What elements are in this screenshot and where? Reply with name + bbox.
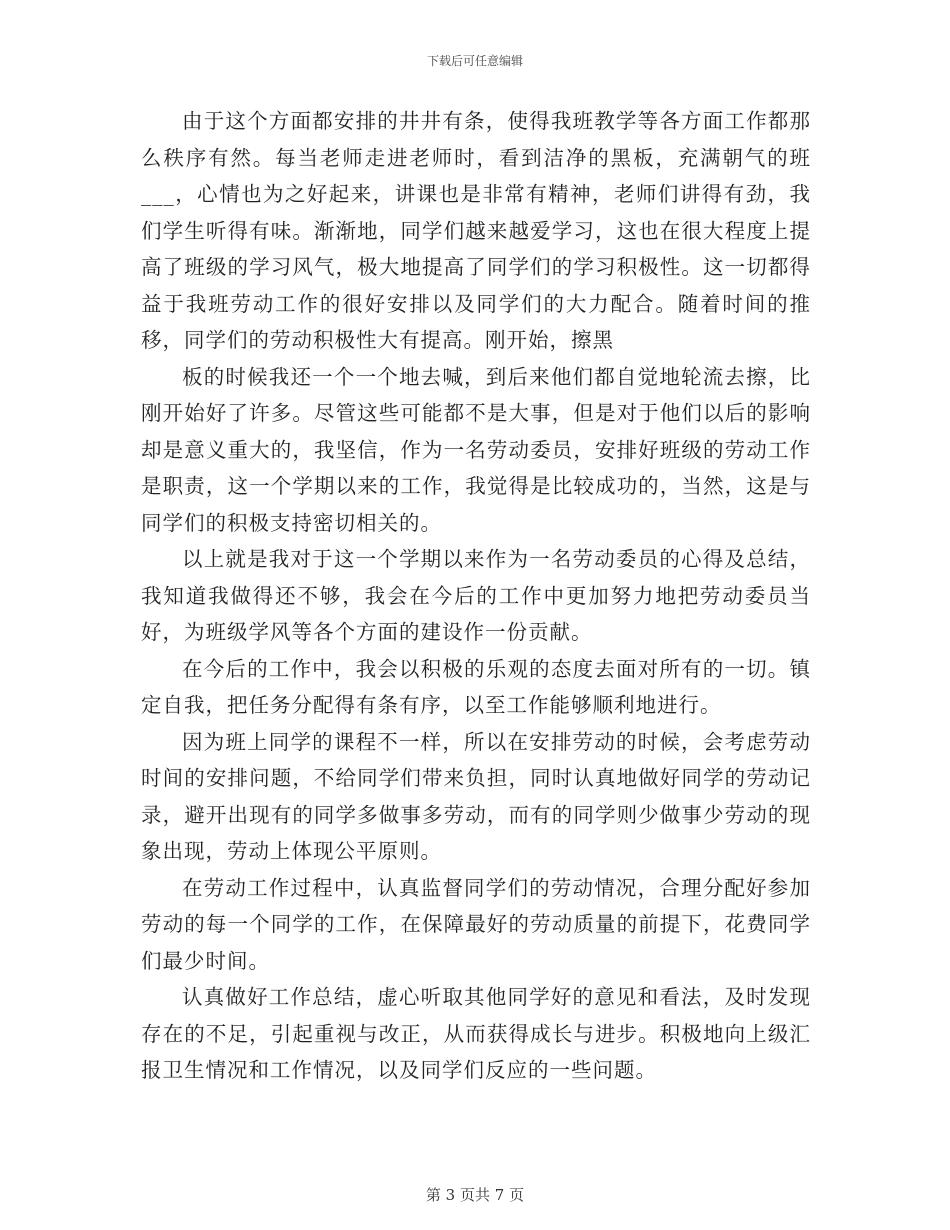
paragraph-2: 板的时候我还一个一个地去喊，到后来他们都自觉地轮流去擦，比刚开始好了许多。尽管这些可能都不是大事，但是对于他们以后的影响却是意义重大的，我坚信，作为一名劳动委员，安排好班级的劳动工作是职责，这一个学期以来的工作，我觉得是比较成功的，当然，这是与同学们的积极支持密切相关的。 [141, 364, 811, 535]
document-body [141, 103, 811, 1089]
paragraph-7: 认真做好工作总结，虚心听取其他同学好的意见和看法，及时发现存在的不足，引起重视与改正，从而获得成长与进步。积极地向上级汇报卫生情况和工作情况，以及同学们反应的一些问题。 [141, 985, 811, 1082]
page-number-footer: 第 3 页共 7 页 [425, 1186, 525, 1204]
paragraph-6: 在劳动工作过程中，认真监督同学们的劳动情况，合理分配好参加劳动的每一个同学的工作，在保障最好的劳动质量的前提下，花费同学们最少时间。 [141, 875, 811, 973]
page-header-note: 下载后可任意编辑 [426, 54, 523, 68]
paragraph-3: 以上就是我对于这一个学期以来作为一名劳动委员的心得及总结，我知道我做得还不够，我会在今后的工作中更加努力地把劳动委员当好，为班级学风等各个方面的建设作一份贡献。 [141, 547, 811, 644]
paragraph-5: 因为班上同学的课程不一样，所以在安排劳动的时候，会考虑劳动时间的安排问题，不给同学们带来负担，同时认真地做好同学的劳动记录，避开出现有的同学多做事多劳动，而有的同学则少做事少劳动的现象出现，劳动上体现公平原则。 [141, 729, 811, 863]
paragraph-4: 在今后的工作中，我会以积极的乐观的态度去面对所有的一切。镇定自我，把任务分配得有条有序，以至工作能够顺利地进行。 [141, 656, 811, 717]
paragraph-1: 由于这个方面都安排的井井有条，使得我班教学等各方面工作都那么秩序有然。每当老师走进老师时，看到洁净的黑板，充满朝气的班___，心情也为之好起来，讲课也是非常有精神，老师们讲得有劲，我们学生听得有味。渐渐地，同学们越来越爱学习，这也在很大程度上提高了班级的学习风气，极大地提高了同学们的学习积极性。这一切都得益于我班劳动工作的很好安排以及同学们的大力配合。随着时间的推移，同学们的劳动积极性大有提高。刚开始，擦黑 [141, 109, 811, 352]
